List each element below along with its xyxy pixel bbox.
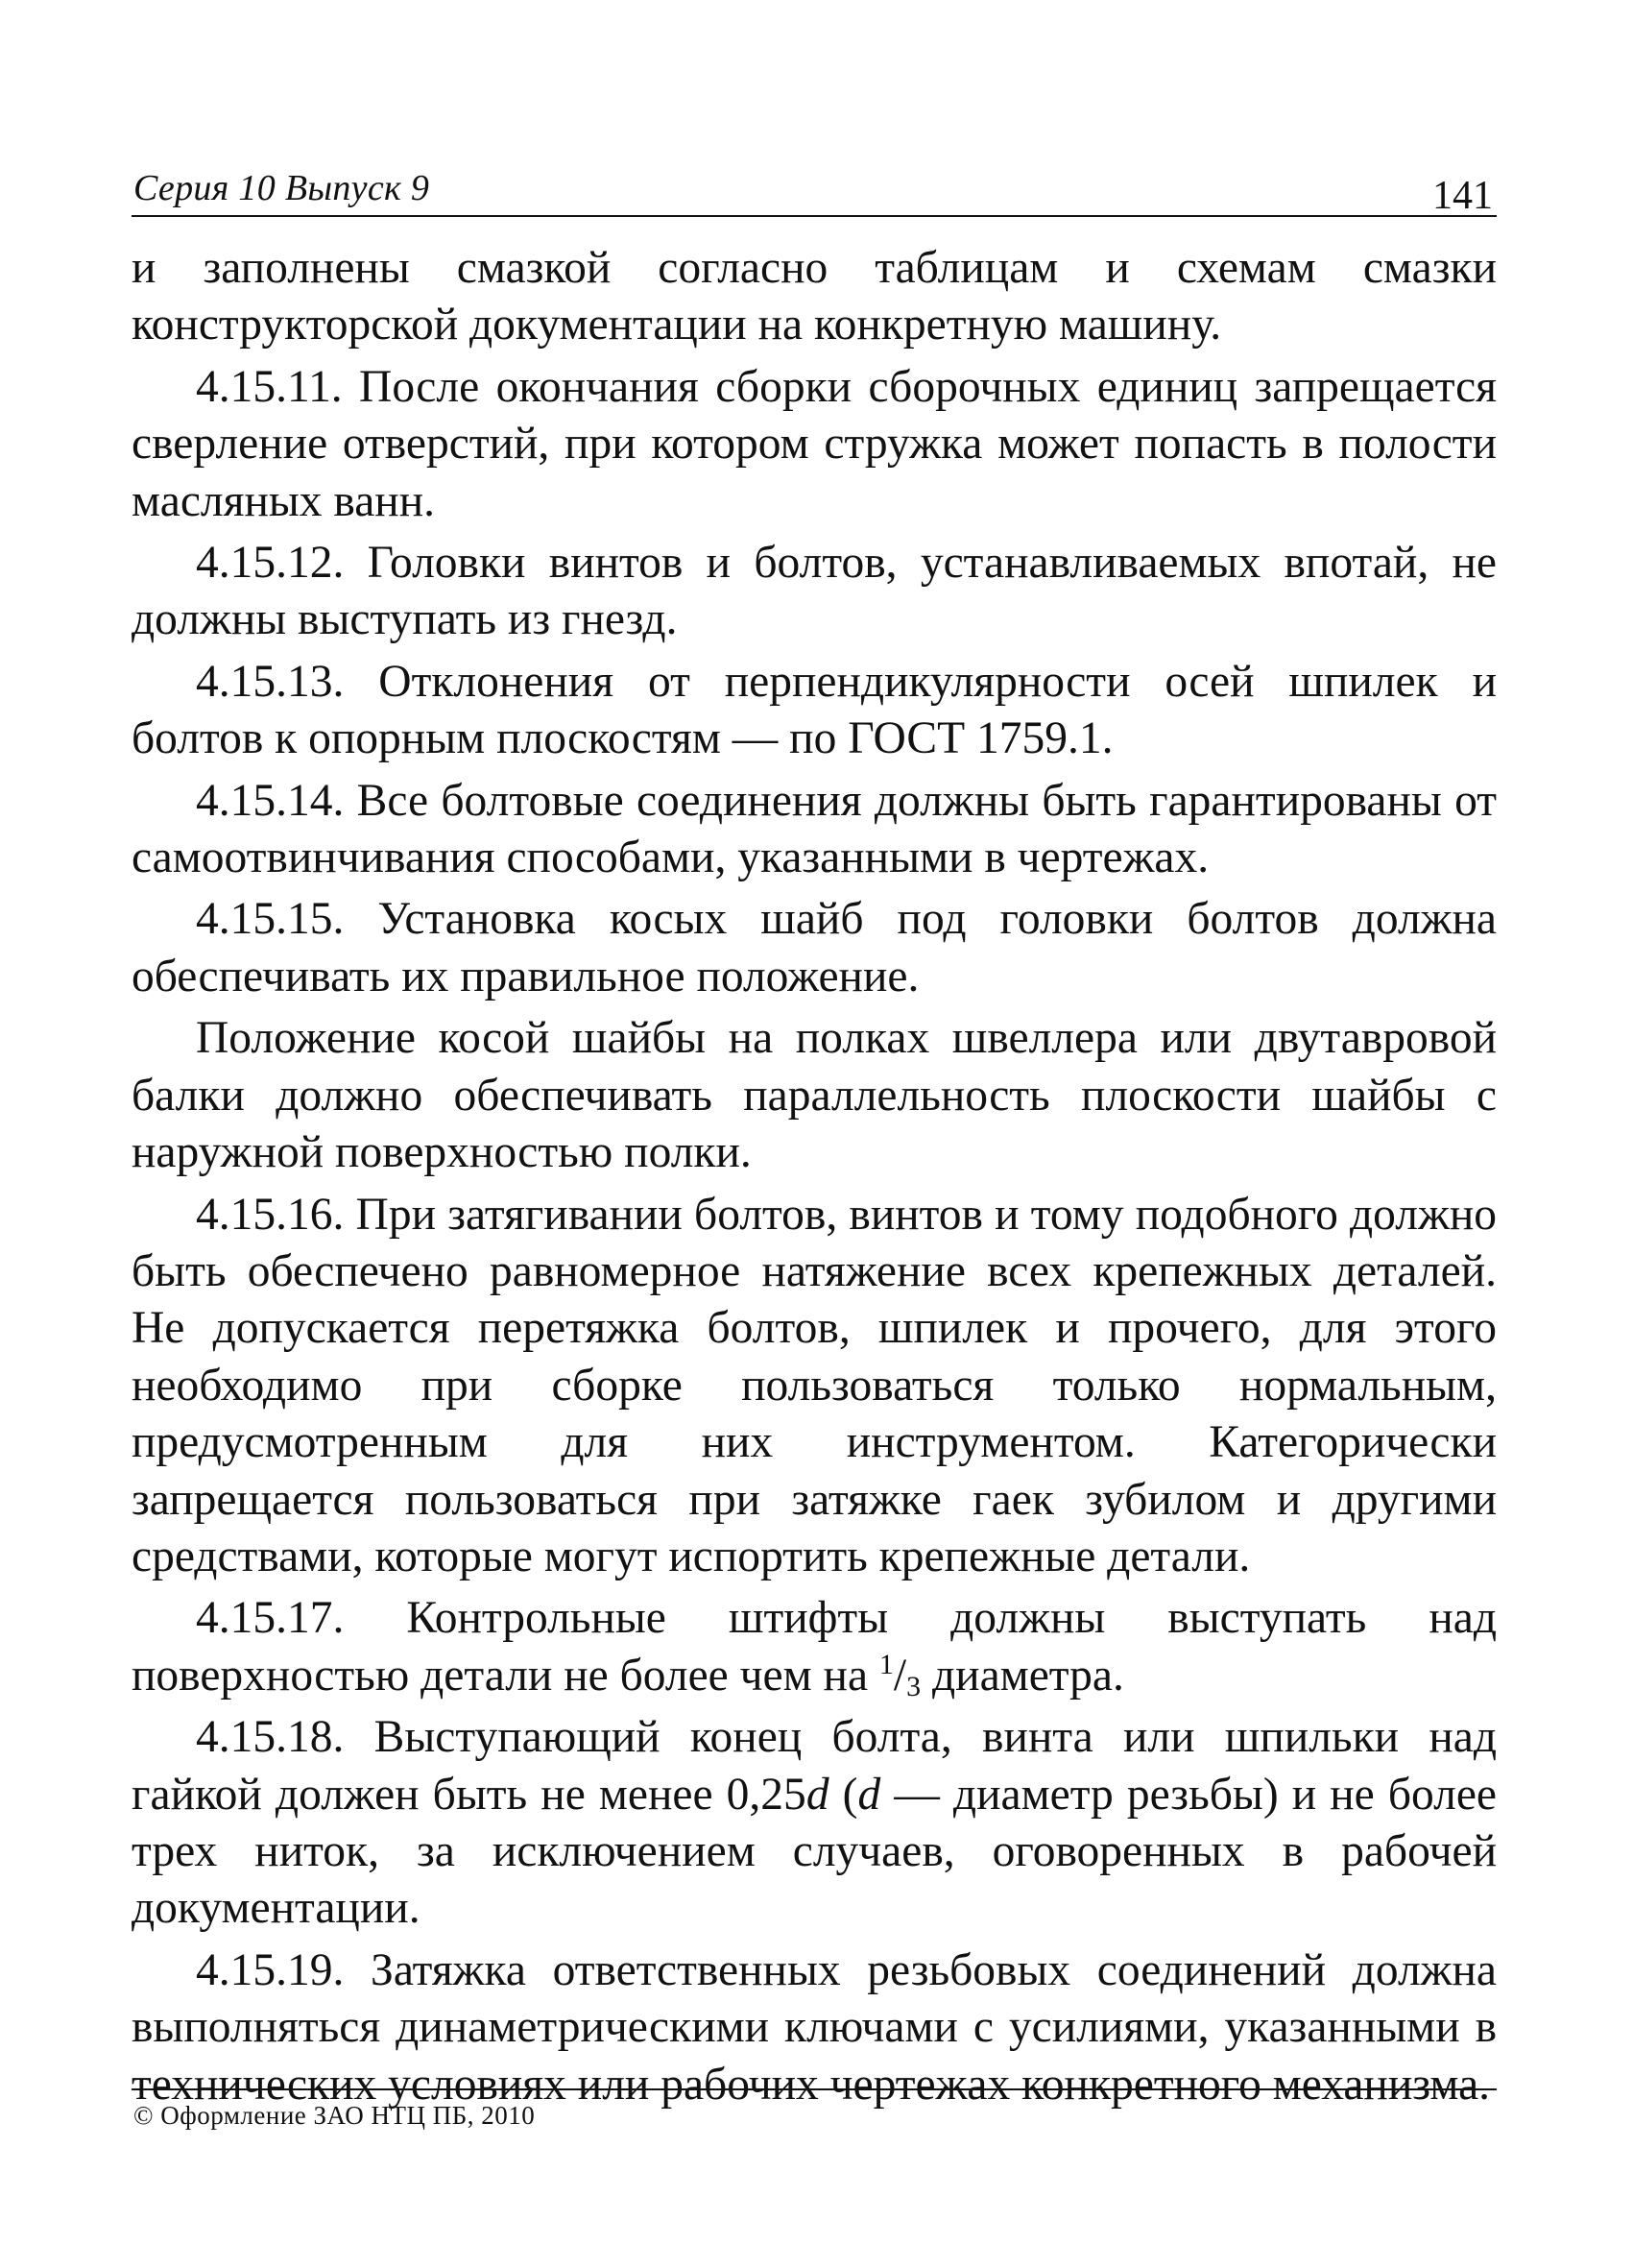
clause-text-end: — диаметр резьбы) и не более трех ниток, за исключением случаев, оговоренных в рабочей документации. [132,1769,1497,1934]
clause-4-15-13: 4.15.13. Отклонения от перпендикулярности осей шпилек и болтов к опорным плоскостям — по ГОСТ 1759.1. [132,656,1497,764]
copyright-footer: © Оформление ЗАО НТЦ ПБ, 2010 [133,2101,536,2130]
variable-d: d [805,1769,829,1820]
clause-text-end: диаметра. [921,1650,1124,1701]
clause-text: 4.15.17. Контрольные штифты должны выступать над поверхностью детали не более чем на [132,1593,1497,1701]
body-text [132,240,1497,2118]
clause-4-15-19: 4.15.19. Затяжка ответственных резьбовых соединений должна выполняться динаметрическими ключами с усилиями, указанными в технических условиях или рабочих чертежах конкретного механизма. [132,1944,1497,2110]
document-page [132,154,1497,2170]
clause-4-15-17 [132,1590,1497,1704]
clause-4-15-18 [132,1709,1497,1938]
variable-d: d [857,1769,881,1820]
page-number: 141 [1432,174,1493,218]
fraction-denominator: 3 [906,1670,922,1702]
fraction-one-third [878,1648,922,1702]
header-rule [132,215,1497,217]
fraction-slash: / [893,1650,907,1701]
clause-4-15-16: 4.15.16. При затягивании болтов, винтов и тому подобного должно быть обеспечено равномерное натяжение всех крепежных деталей. Не допускается перетяжка болтов, шпилек и прочего, для этого необходимо при сборке пользоваться только нормальным, предусмотренным для них инструментом. Категорически запрещается пользоваться при затяжке гаек зубилом и другими средствами, которые могут испортить крепежные детали. [132,1189,1497,1581]
clause-4-15-15: 4.15.15. Установка косых шайб под головки болтов должна обеспечивать их правильное положение. [132,894,1497,1001]
fraction-numerator: 1 [878,1648,894,1680]
clause-text: ( [829,1769,858,1820]
series-issue-label: Серия 10 Выпуск 9 [133,168,430,208]
clause-text: 4.15.18. Выступающий конец болта, винта или шпильки над гайкой должен быть не менее 0,25 [132,1712,1497,1820]
footer-rule [132,2088,1497,2090]
paragraph-continuation: и заполнены смазкой согласно таблицам и схемам смазки конструкторской документации на конкретную машину. [132,243,1497,350]
clause-4-15-11: 4.15.11. После окончания сборки сборочных единиц запрещается сверление отверстий, при котором стружка может попасть в полости масляных ванн. [132,361,1497,526]
clause-4-15-14: 4.15.14. Все болтовые соединения должны быть гарантированы от самоотвинчивания способами, указанными в чертежах. [132,775,1497,883]
clause-4-15-12: 4.15.12. Головки винтов и болтов, устанавливаемых впотай, не должны выступать из гнезд. [132,538,1497,645]
clause-4-15-15-note: Положение косой шайбы на полках швеллера или двутавровой балки должно обеспечивать параллельность плоскости шайбы с наружной поверхностью полки. [132,1013,1497,1178]
running-header [132,154,1497,217]
